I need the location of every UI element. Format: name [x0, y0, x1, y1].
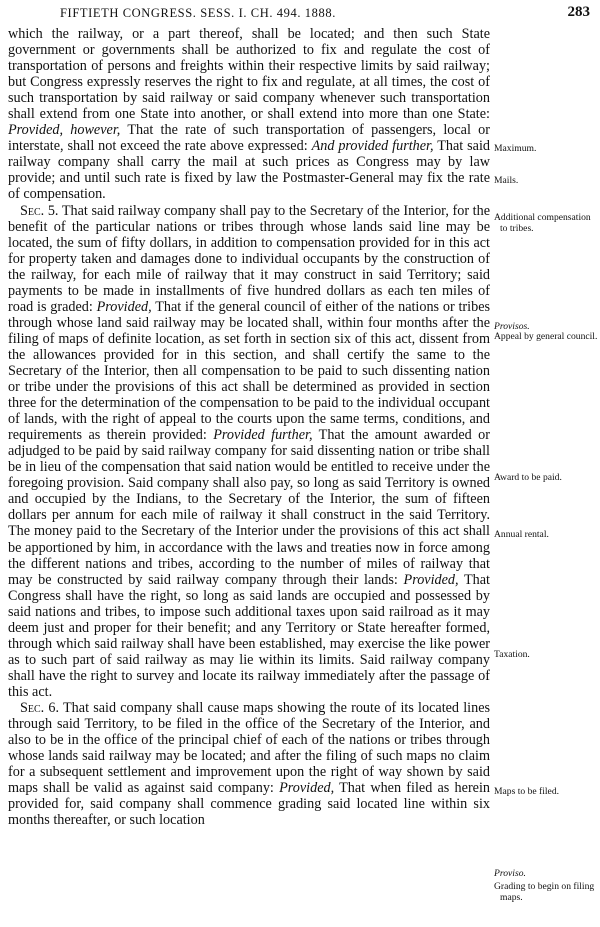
paragraph-transport-rates: which the railway, or a part thereof, shall be located; and then such State government or governments shall be authorized to fix and regulate the cost of transportation of persons and freights within their respective limits by said railway; but Congress expressly reserves the right to fix and regulate, at all times, the cost of such transportation by said railway or said company whenever such transportation shall extend from one State into another, or shall extend into more than one State: Provided, however, That the rate of such transportation of passengers, local or interstate, shall not exceed the rate above expressed: And provided further, That said railway company shall carry the mail at such prices as Congress may by law provide; and until such rate is fixed by law the Postmaster-General may fix the rate of compensation. — [8, 26, 490, 203]
margin-note-annual: Annual rental. — [494, 529, 549, 540]
margin-note-additional: Additional compensation to tribes. — [494, 212, 591, 234]
margin-note-mails: Mails. — [494, 175, 519, 186]
running-header — [60, 4, 590, 24]
proviso-however: Provided, however, — [8, 122, 121, 139]
running-head: FIFTIETH CONGRESS. SESS. I. CH. 494. 1888. — [60, 6, 336, 20]
margin-note-maximum: Maximum. — [494, 143, 537, 154]
margin-note-grading: Grading to begin on filing maps. — [494, 881, 595, 903]
margin-note-provisos: Provisos. — [494, 321, 530, 332]
section-6: Sec. 6. That said company shall cause maps showing the route of its located lines through said Territory, to be filed in the office of the Secretary of the Interior, and also to be in the office of the principal chief of each of the nations or tribes through whose lands said railway may be located; and after the filing of such maps no claim for a subsequent settlement and improvement upon the right of way shown by said maps shall be valid as against said company: Provided, That when filed as herein provided for, said company shall commence grading said located line within six months thereafter, or such location — [8, 699, 491, 829]
margin-note-taxation: Taxation. — [494, 649, 530, 660]
section-5-label: Sec. 5. — [20, 202, 59, 219]
statute-text — [8, 26, 490, 828]
margin-note-award: Award to be paid. — [494, 472, 562, 483]
section-5: Sec. 5. That said railway company shall pay to the Secretary of the Interior, for the benefit of the particular nations or tribes through whose lands said line may be located, the sum of fifty dollars, in addition to compensation provided for in this act for property taken and damages done to individual occupants by the construction of the railway, for each mile of railway that it may construct in said Territory; said payments to be made in installments of five hundred dollars as each ten miles of road is graded: Provided, That if the general council of either of the nations or tribes through whose land said railway may be located shall, within four months after the filing of maps of definite location, as set forth in section six of this act, dissent from the allowances provided for in this section, and shall certify the same to the Secretary of the Interior, then all compensation to be paid to such dissenting nation or tribe under the provisions of this act shall be determined as provided in section three for the determination of the compensation to be paid to the individual occupant of lands, with the right of appeal to the courts upon the same terms, conditions, and requirements as therein provided: Provided further, That the amount awarded or adjudged to be paid by said railway company for said dissenting nation or tribe shall be in lieu of the compensation that said nation would be entitled to receive under the foregoing provision. Said company shall also pay, so long as said Territory is owned and occupied by the Indians, to the Secretary of the Interior, the sum of fifteen dollars per annum for each mile of railway it shall construct in the said Territory. The money paid to the Secretary of the Interior under the provisions of this act shall be apportioned by him, in accordance with the laws and treaties now in force among the different nations and tribes, according to the number of miles of railway that may be constructed by said railway company through their lands: Provided, That Congress shall have the right, so long as said lands are occupied and possessed by said nations and tribes, to impose such additional taxes upon said railroad as it may deem just and proper for their benefit; and any Territory or State hereafter formed, through which said railway shall have been established, may exercise the like power as to such part of said railway as may lie within its limits. Said railway company shall have the right to survey and locate its railway immediately after the passage of this act. — [8, 202, 491, 700]
section-6-label: Sec. 6. — [20, 699, 60, 716]
proviso-further: And provided further, — [311, 138, 434, 155]
page-number: 283 — [567, 4, 590, 20]
margin-note-proviso: Proviso. — [494, 868, 526, 879]
margin-note-maps: Maps to be filed. — [494, 786, 560, 797]
margin-note-appeal: Appeal by general council. — [494, 331, 598, 342]
